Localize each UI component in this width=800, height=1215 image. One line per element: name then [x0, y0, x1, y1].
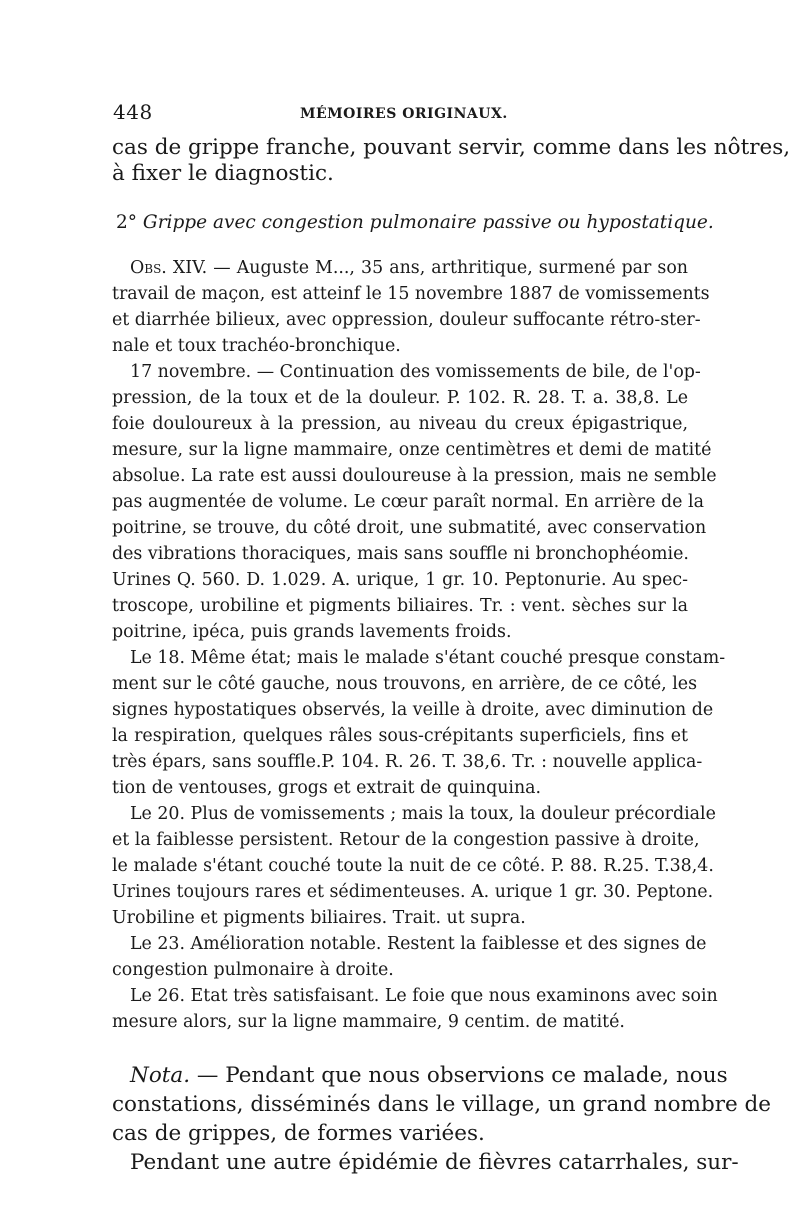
le20-line-4: Urines toujours rares et sédimenteuses. A. urique 1 gr. 30. Peptone. — [112, 882, 714, 902]
le20-line-3: le malade s'étant couché toute la nuit de ce côté. P. 88. R.25. T.38,4. — [112, 856, 714, 876]
le20-line-1: Le 20. Plus de vomissements ; mais la toux, la douleur précordiale — [130, 804, 716, 824]
nov17-line-7: poitrine, se trouve, du côté droit, une submatité, avec conservation — [112, 518, 707, 538]
intro-line-1: cas de grippe franche, pouvant servir, comme dans les nôtres, — [112, 135, 791, 160]
le18-line-6: tion de ventouses, grogs et extrait de quinquina. — [112, 778, 542, 798]
nota-line-1-text: — Pendant que nous observions ce malade, nous — [196, 1063, 728, 1088]
page-header — [113, 100, 573, 126]
le18-line-4: la respiration, quelques râles sous-crépitants superficiels, fins et — [112, 726, 688, 746]
section-heading — [116, 212, 714, 233]
section-number: 2° — [116, 212, 138, 233]
page-number: 448 — [113, 100, 153, 124]
nota-line-2: constations, disséminés dans le village, un grand nombre de — [112, 1092, 772, 1117]
section-title: Grippe avec congestion pulmonaire passive ou hypostatique. — [142, 212, 714, 233]
nov17-line-1: 17 novembre. — Continuation des vomissements de bile, de l'op- — [130, 362, 701, 382]
nov17-line-8: des vibrations thoraciques, mais sans souffle ni bronchophéomie. — [112, 544, 689, 564]
le18-line-3: signes hypostatiques observés, la veille à droite, avec diminution de — [112, 700, 714, 720]
le20-line-2: et la faiblesse persistent. Retour de la congestion passive à droite, — [112, 830, 700, 850]
running-head: MÉMOIRES ORIGINAUX. — [300, 106, 508, 122]
le26-line-2: mesure alors, sur la ligne mammaire, 9 centim. de matité. — [112, 1012, 625, 1032]
intro-line-2: à fixer le diagnostic. — [112, 161, 334, 186]
nov17-line-4: mesure, sur la ligne mammaire, onze centimètres et demi de matité — [112, 440, 712, 460]
nov17-line-11: poitrine, ipéca, puis grands lavements froids. — [112, 622, 512, 642]
le20-line-5: Urobiline et pigments biliaires. Trait. ut supra. — [112, 908, 526, 928]
nov17-line-5: absolue. La rate est aussi douloureuse à la pression, mais ne semble — [112, 466, 717, 486]
nov17-line-9: Urines Q. 560. D. 1.029. A. urique, 1 gr. 10. Peptonurie. Au spec- — [112, 570, 688, 590]
obs-line-1 — [130, 260, 688, 277]
nov17-line-10: troscope, urobiline et pigments biliaires. Tr. : vent. sèches sur la — [112, 596, 688, 616]
nota-line-1 — [130, 1063, 728, 1088]
nov17-line-3: foie douloureux à la pression, au niveau du creux épigastrique, — [112, 414, 688, 434]
le18-line-5: très épars, sans souffle.P. 104. R. 26. T. 38,6. Tr. : nouvelle applica- — [112, 752, 703, 772]
final-line-1: Pendant une autre épidémie de fièvres catarrhales, sur- — [130, 1150, 739, 1175]
obs-line-2: travail de maçon, est atteinf le 15 novembre 1887 de vomissements — [112, 284, 710, 304]
le23-line-2: congestion pulmonaire à droite. — [112, 960, 394, 980]
nota-label: Nota. — [130, 1063, 191, 1088]
nov17-line-2: pression, de la toux et de la douleur. P. 102. R. 28. T. a. 38,8. Le — [112, 388, 688, 408]
nota-line-3: cas de grippes, de formes variées. — [112, 1121, 485, 1146]
le18-line-1: Le 18. Même état; mais le malade s'étant couché presque constam- — [130, 648, 726, 668]
le26-line-1: Le 26. Etat très satisfaisant. Le foie que nous examinons avec soin — [130, 986, 718, 1006]
nov17-line-6: pas augmentée de volume. Le cœur paraît normal. En arrière de la — [112, 492, 704, 512]
le23-line-1: Le 23. Amélioration notable. Restent la faiblesse et des signes de — [130, 934, 707, 954]
obs-line-3: et diarrhée bilieux, avec oppression, douleur suffocante rétro-ster- — [112, 310, 701, 330]
obs-label: Obs. XIV. — [130, 258, 208, 278]
obs-line-1-text: — Auguste M..., 35 ans, arthritique, surmené par son — [213, 258, 688, 278]
le18-line-2: ment sur le côté gauche, nous trouvons, en arrière, de ce côté, les — [112, 674, 697, 694]
obs-line-4: nale et toux trachéo-bronchique. — [112, 336, 401, 356]
